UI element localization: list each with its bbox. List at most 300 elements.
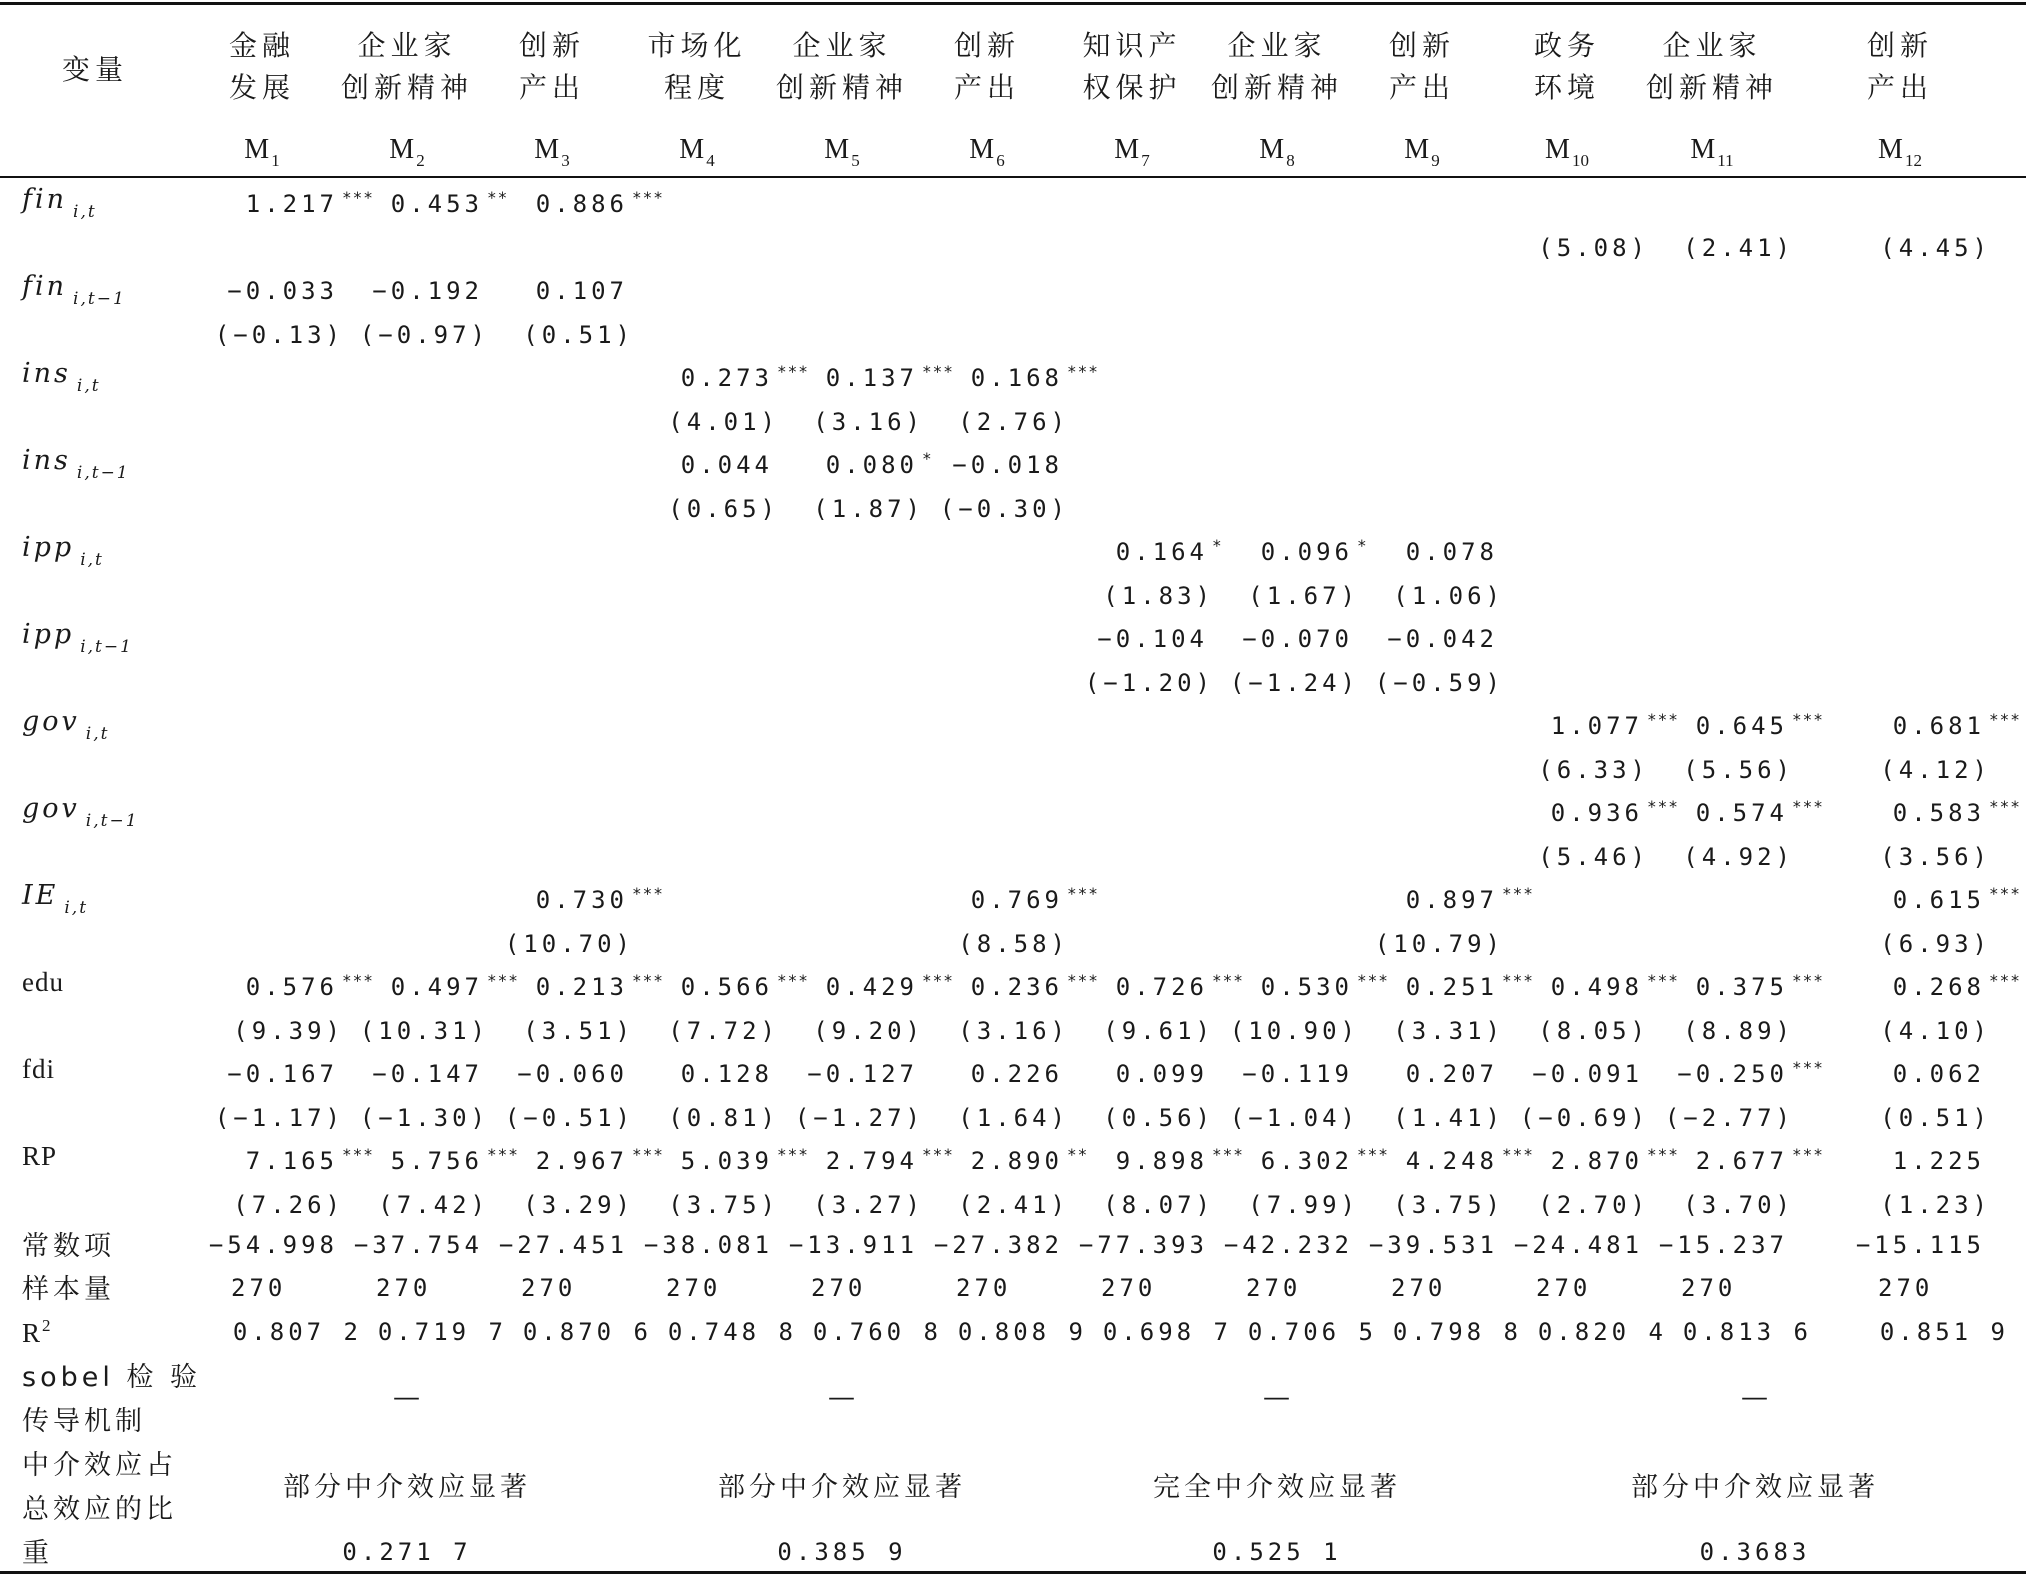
significance-stars — [340, 188, 374, 216]
top-rule — [0, 2, 2026, 5]
sobel-label-line2: 传导机制 — [22, 1406, 146, 1437]
model-letter: M — [1545, 134, 1571, 165]
significance-mark: *** — [1792, 797, 1824, 816]
coefficient-value: 1.225 — [1892, 1147, 1985, 1175]
significance-stars — [485, 188, 509, 216]
significance-mark: *** — [1647, 710, 1679, 729]
coefficient-cell — [1116, 975, 1208, 999]
coefficient-cell — [971, 975, 1063, 999]
significance-stars — [1987, 797, 2021, 825]
coefficient-cell — [952, 453, 1063, 477]
column-header-line2: 产出 — [518, 71, 586, 104]
coefficient-value: 0.615 — [1892, 886, 1985, 914]
t-statistic-cell: (2.41) — [1683, 234, 1794, 262]
model-label — [824, 134, 860, 170]
mediation-label-line2: 总效应的比 — [22, 1494, 177, 1525]
coefficient-cell — [1551, 975, 1643, 999]
constant-value: −54.998 — [208, 1231, 338, 1259]
sample-size-value: 270 — [956, 1274, 1012, 1302]
model-number: 7 — [1141, 151, 1150, 170]
significance-mark: *** — [1067, 971, 1099, 990]
significance-stars — [630, 971, 664, 999]
t-statistic-cell: (3.29) — [523, 1191, 634, 1219]
significance-stars — [1210, 536, 1223, 564]
mediation-type: 部分中介效应显著 — [1631, 1472, 1879, 1503]
coefficient-cell — [1893, 714, 1985, 738]
variable-name: ins — [22, 358, 71, 389]
model-label — [1878, 134, 1922, 170]
mediation-type: 部分中介效应显著 — [283, 1472, 531, 1503]
significance-stars — [1500, 971, 1534, 999]
column-header-line1: 企业家 — [357, 29, 457, 62]
r-squared-value: 0.813 6 — [1682, 1318, 1812, 1346]
coefficient-cell — [1893, 888, 1985, 912]
t-statistic-cell: (10.90) — [1229, 1017, 1359, 1045]
column-header-line1: 企业家 — [1227, 29, 1327, 62]
t-statistic-cell: (0.51) — [523, 321, 634, 349]
model-letter: M — [1878, 134, 1904, 165]
significance-stars — [630, 1145, 664, 1173]
r-squared-value: 0.808 9 — [957, 1318, 1087, 1346]
variable-column-header: 变量 — [61, 53, 129, 86]
coefficient-cell — [681, 453, 773, 477]
coefficient-value: 0.726 — [1115, 973, 1208, 1001]
coefficient-cell — [807, 1062, 918, 1086]
coefficient-value: 2.890 — [970, 1147, 1063, 1175]
t-statistic-cell: (0.81) — [668, 1104, 779, 1132]
coefficient-cell — [1097, 627, 1208, 651]
t-statistic-cell: (1.06) — [1393, 582, 1504, 610]
coefficient-cell — [1677, 1062, 1788, 1086]
model-number: 6 — [996, 151, 1005, 170]
significance-stars — [340, 1145, 374, 1173]
constant-value: −38.081 — [643, 1231, 773, 1259]
model-number: 10 — [1571, 151, 1589, 170]
model-number: 12 — [1904, 151, 1922, 170]
r-squared-value: 0.719 7 — [377, 1318, 507, 1346]
significance-mark: *** — [1067, 362, 1099, 381]
coefficient-cell — [372, 279, 483, 303]
t-statistic-cell: (5.56) — [1683, 756, 1794, 784]
t-statistic-cell: (8.58) — [958, 930, 1069, 958]
significance-stars — [1790, 1058, 1824, 1086]
coefficient-cell — [1116, 1062, 1208, 1086]
model-number: 11 — [1717, 151, 1734, 170]
coefficient-cell — [681, 366, 773, 390]
coefficient-value: −0.250 — [1677, 1060, 1788, 1088]
variable-name: fin — [22, 184, 68, 215]
r-squared-value: 0.820 4 — [1537, 1318, 1667, 1346]
mediation-ratio: 0.385 9 — [777, 1538, 907, 1566]
coefficient-value: 0.268 — [1892, 973, 1985, 1001]
model-label — [244, 134, 280, 170]
column-header-line2: 环境 — [1533, 71, 1601, 104]
coefficient-value: 0.576 — [245, 973, 338, 1001]
column-header-line1: 创新 — [953, 29, 1021, 62]
mediation-ratio: 0.271 7 — [342, 1538, 472, 1566]
significance-stars — [1355, 1145, 1389, 1173]
significance-stars — [775, 971, 809, 999]
t-statistic-cell: (−1.04) — [1229, 1104, 1359, 1132]
significance-mark: *** — [342, 971, 374, 990]
t-statistic-cell: (−1.30) — [359, 1104, 489, 1132]
variable-name: edu — [22, 967, 64, 997]
coefficient-cell — [536, 975, 628, 999]
significance-mark: *** — [1989, 710, 2021, 729]
sample-size-value: 270 — [521, 1274, 577, 1302]
model-number: 5 — [851, 151, 860, 170]
model-letter: M — [389, 134, 416, 165]
column-header-line1: 市场化 — [647, 29, 747, 62]
coefficient-value: −0.119 — [1242, 1060, 1353, 1088]
variable-label — [22, 969, 64, 996]
coefficient-cell — [536, 279, 628, 303]
variable-label — [22, 1056, 55, 1083]
coefficient-cell — [246, 975, 338, 999]
variable-name: gov — [22, 793, 80, 824]
model-letter: M — [1404, 134, 1431, 165]
coefficient-cell — [1893, 975, 1985, 999]
significance-mark: *** — [777, 362, 809, 381]
model-letter: M — [1114, 134, 1141, 165]
model-label — [1259, 134, 1295, 170]
t-statistic-cell: (0.51) — [1880, 1104, 1991, 1132]
t-statistic-cell: (4.10) — [1880, 1017, 1991, 1045]
t-statistic-cell: (−0.13) — [214, 321, 344, 349]
model-label — [969, 134, 1005, 170]
coefficient-value: 2.794 — [825, 1147, 918, 1175]
coefficient-value: 0.096 — [1260, 538, 1353, 566]
t-statistic-cell: (6.33) — [1538, 756, 1649, 784]
coefficient-value: 0.886 — [535, 190, 628, 218]
constant-value: −15.237 — [1658, 1231, 1788, 1259]
significance-mark: *** — [1357, 971, 1389, 990]
coefficient-value: 4.248 — [1405, 1147, 1498, 1175]
coefficient-cell — [1893, 1062, 1985, 1086]
column-header-line2: 产出 — [1866, 71, 1934, 104]
coefficient-cell — [1696, 975, 1788, 999]
significance-mark: *** — [1989, 797, 2021, 816]
coefficient-value: −0.192 — [372, 277, 483, 305]
coefficient-value: −0.070 — [1242, 625, 1353, 653]
t-statistic-cell: (1.87) — [813, 495, 924, 523]
coefficient-cell — [1696, 801, 1788, 825]
significance-mark: *** — [1647, 797, 1679, 816]
model-number: 4 — [706, 151, 715, 170]
significance-stars — [775, 1145, 809, 1173]
coefficient-value: −0.147 — [372, 1060, 483, 1088]
significance-mark: *** — [1212, 1145, 1244, 1164]
variable-name: ins — [22, 445, 71, 476]
significance-stars — [1790, 710, 1824, 738]
column-header-line1: 金融 — [228, 29, 296, 62]
coefficient-value: 2.967 — [535, 1147, 628, 1175]
model-letter: M — [1259, 134, 1286, 165]
coefficient-value: 0.062 — [1892, 1060, 1985, 1088]
sobel-value: — — [1263, 1382, 1291, 1413]
variable-name: ipp — [22, 619, 75, 650]
coefficient-cell — [1116, 540, 1208, 564]
bottom-rule — [0, 1571, 2026, 1574]
variable-name: fin — [22, 271, 68, 302]
significance-mark: *** — [1792, 710, 1824, 729]
coefficient-cell — [1893, 1149, 1985, 1173]
r-squared-value: 0.698 7 — [1102, 1318, 1232, 1346]
significance-mark: *** — [1502, 884, 1534, 903]
mediation-type: 完全中介效应显著 — [1153, 1472, 1401, 1503]
coefficient-value: 0.497 — [390, 973, 483, 1001]
column-header-line2: 发展 — [228, 71, 296, 104]
coefficient-cell — [1551, 1149, 1643, 1173]
significance-stars — [920, 971, 954, 999]
mediation-type: 部分中介效应显著 — [718, 1472, 966, 1503]
coefficient-cell — [1893, 801, 1985, 825]
significance-mark: * — [922, 449, 933, 468]
coefficient-cell — [1261, 540, 1353, 564]
model-label — [1545, 134, 1589, 170]
significance-mark: *** — [777, 971, 809, 990]
mediation-ratio: 0.3683 — [1699, 1538, 1811, 1566]
r-squared-value: 0.798 8 — [1392, 1318, 1522, 1346]
r-squared-value: 0.760 8 — [812, 1318, 942, 1346]
t-statistic-cell: (5.08) — [1538, 234, 1649, 262]
variable-subscript: i,t — [64, 898, 89, 918]
t-statistic-cell: (−1.17) — [214, 1104, 344, 1132]
coefficient-value: 1.077 — [1550, 712, 1643, 740]
model-letter: M — [969, 134, 996, 165]
significance-mark: *** — [632, 971, 664, 990]
coefficient-cell — [1387, 627, 1498, 651]
column-header-line2: 创新精神 — [340, 71, 474, 104]
variable-label — [22, 184, 97, 222]
t-statistic-cell: (0.65) — [668, 495, 779, 523]
variable-name: RP — [22, 1141, 58, 1171]
coefficient-value: 0.044 — [680, 451, 773, 479]
mediation-ratio: 0.525 1 — [1212, 1538, 1342, 1566]
t-statistic-cell: (8.07) — [1103, 1191, 1214, 1219]
significance-stars — [1790, 797, 1824, 825]
significance-mark: *** — [487, 1145, 519, 1164]
constant-value: −42.232 — [1223, 1231, 1353, 1259]
model-label — [1690, 134, 1734, 170]
t-statistic-cell: (−0.51) — [504, 1104, 634, 1132]
variable-label — [22, 1143, 57, 1170]
t-statistic-cell: (3.16) — [813, 408, 924, 436]
coefficient-value: 6.302 — [1260, 1147, 1353, 1175]
sample-size-value: 270 — [811, 1274, 867, 1302]
coefficient-cell — [227, 1062, 338, 1086]
variable-label — [22, 793, 139, 831]
t-statistic-cell: (6.93) — [1880, 930, 1991, 958]
t-statistic-cell: (2.41) — [958, 1191, 1069, 1219]
significance-stars — [1355, 971, 1389, 999]
sobel-value: — — [393, 1382, 421, 1413]
coefficient-value: −0.042 — [1387, 625, 1498, 653]
t-statistic-cell: (0.56) — [1103, 1104, 1214, 1132]
significance-stars — [1065, 971, 1099, 999]
coefficient-cell — [1261, 975, 1353, 999]
significance-mark: *** — [1647, 1145, 1679, 1164]
t-statistic-cell: (−0.30) — [939, 495, 1069, 523]
coefficient-value: 0.078 — [1405, 538, 1498, 566]
coefficient-value: 0.213 — [535, 973, 628, 1001]
coefficient-value: −0.091 — [1532, 1060, 1643, 1088]
model-letter: M — [1690, 134, 1717, 165]
model-letter: M — [534, 134, 561, 165]
sample-size-label: 样本量 — [22, 1274, 115, 1305]
t-statistic-cell: (8.89) — [1683, 1017, 1794, 1045]
significance-mark: *** — [1357, 1145, 1389, 1164]
t-statistic-cell: (2.76) — [958, 408, 1069, 436]
coefficient-value: 0.273 — [680, 364, 773, 392]
significance-stars — [920, 1145, 954, 1173]
significance-mark: *** — [777, 1145, 809, 1164]
coefficient-value: −0.104 — [1097, 625, 1208, 653]
coefficient-value: 0.566 — [680, 973, 773, 1001]
t-statistic-cell: (3.31) — [1393, 1017, 1504, 1045]
coefficient-cell — [246, 192, 338, 216]
constant-value: −77.393 — [1078, 1231, 1208, 1259]
coefficient-cell — [1696, 714, 1788, 738]
variable-label — [22, 880, 89, 918]
coefficient-cell — [681, 1062, 773, 1086]
sobel-label-line1: sobel 检 验 — [22, 1362, 202, 1393]
coefficient-cell — [1406, 1149, 1498, 1173]
significance-stars — [920, 362, 954, 390]
column-header-line1: 创新 — [518, 29, 586, 62]
sample-size-value: 270 — [666, 1274, 722, 1302]
coefficient-value: 0.375 — [1695, 973, 1788, 1001]
variable-label — [22, 619, 133, 657]
significance-mark: *** — [922, 971, 954, 990]
significance-stars — [1645, 971, 1679, 999]
coefficient-value: −0.060 — [517, 1060, 628, 1088]
model-label — [389, 134, 425, 170]
model-number: 1 — [271, 151, 280, 170]
significance-stars — [1790, 1145, 1824, 1173]
t-statistic-cell: (3.75) — [1393, 1191, 1504, 1219]
t-statistic-cell: (−0.69) — [1519, 1104, 1649, 1132]
t-statistic-cell: (7.72) — [668, 1017, 779, 1045]
coefficient-value: 0.251 — [1405, 973, 1498, 1001]
coefficient-value: 0.574 — [1695, 799, 1788, 827]
coefficient-cell — [681, 975, 773, 999]
t-statistic-cell: (1.83) — [1103, 582, 1214, 610]
significance-mark: *** — [342, 1145, 374, 1164]
coefficient-cell — [1406, 1062, 1498, 1086]
coefficient-cell — [826, 366, 918, 390]
significance-stars — [1500, 1145, 1534, 1173]
variable-label — [22, 706, 110, 744]
significance-stars — [1500, 884, 1534, 912]
significance-mark: ** — [1067, 1145, 1089, 1164]
coefficient-value: 0.429 — [825, 973, 918, 1001]
significance-stars — [1210, 1145, 1244, 1173]
significance-stars — [1065, 884, 1099, 912]
t-statistic-cell: (3.75) — [668, 1191, 779, 1219]
ratio-label: 重 — [22, 1538, 53, 1569]
t-statistic-cell: (10.79) — [1374, 930, 1504, 958]
t-statistic-cell: (−0.97) — [359, 321, 489, 349]
t-statistic-cell: (7.99) — [1248, 1191, 1359, 1219]
column-header-line2: 创新精神 — [1210, 71, 1344, 104]
coefficient-cell — [1242, 1062, 1353, 1086]
significance-mark: *** — [342, 188, 374, 207]
coefficient-cell — [826, 975, 918, 999]
significance-mark: *** — [922, 362, 954, 381]
model-letter: M — [679, 134, 706, 165]
coefficient-cell — [1551, 801, 1643, 825]
variable-label — [22, 532, 104, 570]
constant-value: −15.115 — [1855, 1231, 1985, 1259]
coefficient-value: 0.936 — [1550, 799, 1643, 827]
significance-stars — [1987, 971, 2021, 999]
variable-name: ipp — [22, 532, 75, 563]
sobel-value: — — [828, 1382, 856, 1413]
t-statistic-cell: (−1.27) — [794, 1104, 924, 1132]
constant-value: −24.481 — [1513, 1231, 1643, 1259]
column-header-line2: 产出 — [953, 71, 1021, 104]
model-number: 8 — [1286, 151, 1295, 170]
significance-stars — [1645, 797, 1679, 825]
column-header-line1: 知识产 — [1082, 29, 1182, 62]
t-statistic-cell: (−2.77) — [1664, 1104, 1794, 1132]
column-header-line2: 创新精神 — [775, 71, 909, 104]
coefficient-value: 5.756 — [390, 1147, 483, 1175]
coefficient-value: −0.018 — [952, 451, 1063, 479]
t-statistic-cell: (10.70) — [504, 930, 634, 958]
t-statistic-cell: (3.70) — [1683, 1191, 1794, 1219]
column-header-line1: 企业家 — [792, 29, 892, 62]
coefficient-cell — [246, 1149, 338, 1173]
t-statistic-cell: (10.31) — [359, 1017, 489, 1045]
model-label — [534, 134, 570, 170]
column-header-line2: 产出 — [1388, 71, 1456, 104]
significance-stars — [775, 362, 809, 390]
significance-mark: *** — [1647, 971, 1679, 990]
coefficient-value: −0.127 — [807, 1060, 918, 1088]
constant-label: 常数项 — [22, 1231, 115, 1262]
coefficient-cell — [1406, 975, 1498, 999]
constant-value: −27.451 — [498, 1231, 628, 1259]
column-header-line1: 创新 — [1388, 29, 1456, 62]
significance-mark: *** — [1792, 1058, 1824, 1077]
variable-subscript: i,t — [80, 550, 104, 570]
model-number: 9 — [1431, 151, 1440, 170]
significance-mark: *** — [1989, 971, 2021, 990]
t-statistic-cell: (1.64) — [958, 1104, 1069, 1132]
t-statistic-cell: (9.61) — [1103, 1017, 1214, 1045]
variable-name: gov — [22, 706, 80, 737]
t-statistic-cell: (4.92) — [1683, 843, 1794, 871]
coefficient-cell — [1406, 888, 1498, 912]
coefficient-value: 0.498 — [1550, 973, 1643, 1001]
coefficient-cell — [826, 453, 918, 477]
coefficient-cell — [391, 192, 483, 216]
variable-name: fdi — [22, 1054, 55, 1084]
coefficient-value: 7.165 — [245, 1147, 338, 1175]
t-statistic-cell: (3.16) — [958, 1017, 1069, 1045]
sample-size-value: 270 — [1681, 1274, 1737, 1302]
t-statistic-cell: (5.46) — [1538, 843, 1649, 871]
mediation-label-line1: 中介效应占 — [22, 1450, 177, 1481]
significance-stars — [1210, 971, 1244, 999]
coefficient-value: 0.583 — [1892, 799, 1985, 827]
coefficient-value: 0.137 — [825, 364, 918, 392]
r-squared-value: 0.870 6 — [522, 1318, 652, 1346]
t-statistic-cell: (1.41) — [1393, 1104, 1504, 1132]
significance-mark: *** — [1792, 971, 1824, 990]
